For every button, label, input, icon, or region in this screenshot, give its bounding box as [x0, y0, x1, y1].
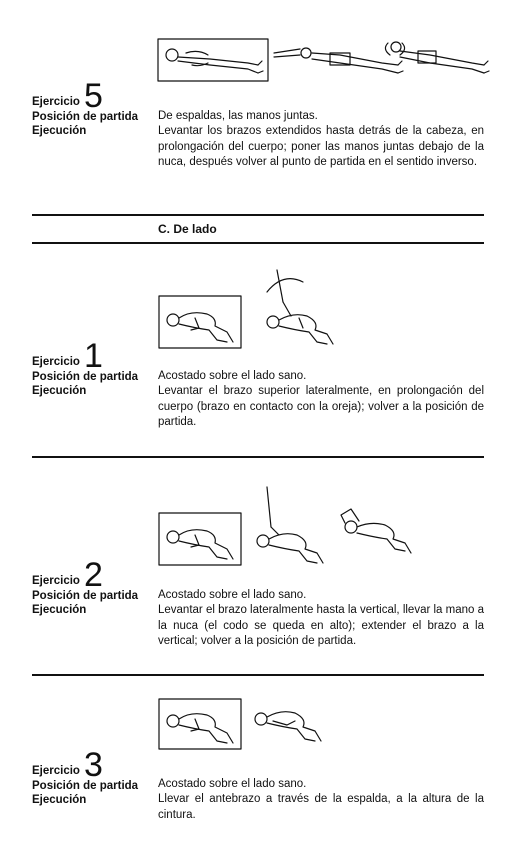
start-position-label: Posición de partida — [32, 780, 139, 792]
start-position-label: Posición de partida — [32, 371, 139, 383]
start-position-text: De espaldas, las manos juntas. — [158, 110, 318, 122]
section-divider — [32, 456, 484, 458]
start-position-text: Acostado sobre el lado sano. — [158, 589, 307, 601]
start-position-frame — [159, 699, 241, 749]
exercise-number: 5 — [83, 77, 102, 115]
exercise-number: 1 — [83, 337, 102, 375]
start-position-text: Acostado sobre el lado sano. — [158, 370, 307, 382]
execution-text: Llevar el antebrazo a través de la espalda, a la altura de la cintura. — [158, 793, 484, 821]
exercise-1-description — [158, 369, 484, 430]
start-position-frame — [159, 296, 241, 348]
execution-label: Ejecución — [32, 125, 87, 137]
exercise-3-description — [158, 777, 484, 823]
exercise-3-illustration — [155, 695, 345, 755]
exercise-label: Ejercicio — [32, 96, 80, 108]
exercise-5-description — [158, 109, 484, 170]
exercise-1-illustration — [155, 262, 355, 357]
execution-text: Levantar el brazo superior lateralmente, en prolongación del cuerpo (brazo en contacto con la oreja); volver a la posición de partida. — [158, 385, 484, 428]
start-position-frame — [159, 513, 241, 565]
section-divider-top — [32, 214, 484, 216]
exercise-number: 3 — [83, 746, 102, 784]
execution-label: Ejecución — [32, 794, 87, 806]
exercise-2-illustration — [155, 483, 415, 573]
exercise-label: Ejercicio — [32, 356, 80, 368]
section-divider — [32, 674, 484, 676]
start-position-text: Acostado sobre el lado sano. — [158, 778, 307, 790]
exercise-5-labels — [32, 77, 139, 138]
exercise-2-description — [158, 588, 484, 649]
exercise-label: Ejercicio — [32, 575, 80, 587]
execution-text: Levantar el brazo lateralmente hasta la vertical, llevar la mano a la nuca (el codo se queda en alto); extender el brazo a la vertical; volver a la posición de partida. — [158, 604, 485, 647]
execution-label: Ejecución — [32, 385, 87, 397]
exercise-1-labels — [32, 337, 139, 398]
exercise-number: 2 — [83, 556, 102, 594]
execution-label: Ejecución — [32, 604, 87, 616]
exercise-2-labels — [32, 556, 139, 617]
exercise-label: Ejercicio — [32, 765, 80, 777]
execution-text: Levantar los brazos extendidos hasta detrás de la cabeza, en prolongación del cuerpo; poner las manos juntas debajo de la nuca, después volver al punto de partida en el sentido inverso. — [158, 125, 484, 168]
section-title: C. De lado — [158, 222, 217, 236]
start-position-label: Posición de partida — [32, 590, 139, 602]
section-divider-bottom — [32, 242, 484, 244]
exercise-5-illustration — [150, 35, 490, 85]
start-position-label: Posición de partida — [32, 111, 139, 123]
exercise-3-labels — [32, 746, 139, 807]
